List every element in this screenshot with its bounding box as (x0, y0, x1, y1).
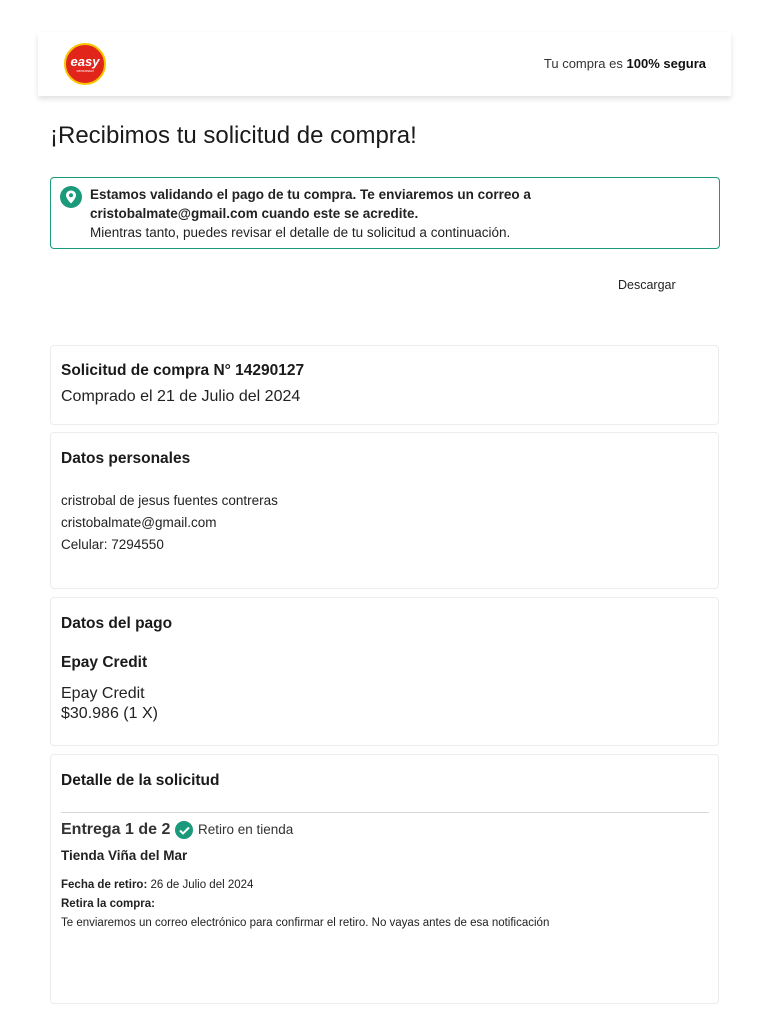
delivery-type: Retiro en tienda (198, 822, 294, 837)
pickup-date-label: Fecha de retiro: (61, 879, 148, 891)
customer-email: cristobalmate@gmail.com (61, 515, 217, 530)
store-name: Tienda Viña del Mar (61, 848, 188, 863)
notice-message (90, 185, 690, 242)
pickup-heading: Retira la compra: (61, 898, 155, 910)
logo-wordmark: easy (70, 53, 100, 69)
secure-bold: 100% segura (626, 56, 706, 71)
page-title: ¡Recibimos tu solicitud de compra! (50, 122, 417, 149)
payment-method-heading: Epay Credit (61, 654, 148, 671)
download-button[interactable]: Descargar (618, 278, 676, 292)
location-pin-icon (60, 186, 82, 208)
order-date: Comprado el 21 de Julio del 2024 (61, 388, 301, 405)
payment-amount: $30.986 (1 X) (61, 705, 158, 722)
order-summary-card (50, 345, 719, 425)
delivery-label: Entrega 1 de 2 (61, 821, 171, 838)
detail-divider (61, 812, 709, 813)
notice-text: Mientras tanto, puedes revisar el detalle de tu solicitud a continuación. (90, 225, 511, 240)
customer-name: cristrobal de jesus fuentes contreras (61, 493, 278, 508)
site-header (38, 32, 731, 96)
order-number: Solicitud de compra N° 14290127 (61, 362, 305, 379)
check-circle-icon (175, 821, 193, 839)
order-detail-card (50, 754, 719, 1004)
payment-data-title: Datos del pago (61, 615, 173, 632)
customer-phone: Celular: 7294550 (61, 537, 164, 552)
pickup-note: Te enviaremos un correo electrónico para confirmar el retiro. No vayas antes de esa notificación (61, 917, 550, 929)
easy-logo[interactable] (64, 43, 106, 85)
personal-data-title: Datos personales (61, 450, 191, 467)
payment-method: Epay Credit (61, 685, 145, 702)
payment-data-card (50, 597, 719, 746)
personal-data-card (50, 432, 719, 589)
validation-notice (50, 177, 720, 249)
notice-bold-text: Estamos validando el pago de tu compra. Te enviaremos un correo a cristobalmate@gmail.com cuando este se acredite. (90, 187, 531, 221)
secure-prefix: Tu compra es (543, 56, 627, 71)
logo-subtext: cencosud (76, 67, 94, 73)
pickup-date-line (61, 879, 253, 891)
secure-purchase-text (544, 56, 706, 71)
pickup-date: 26 de Julio del 2024 (150, 879, 254, 891)
order-detail-title: Detalle de la solicitud (61, 772, 220, 789)
